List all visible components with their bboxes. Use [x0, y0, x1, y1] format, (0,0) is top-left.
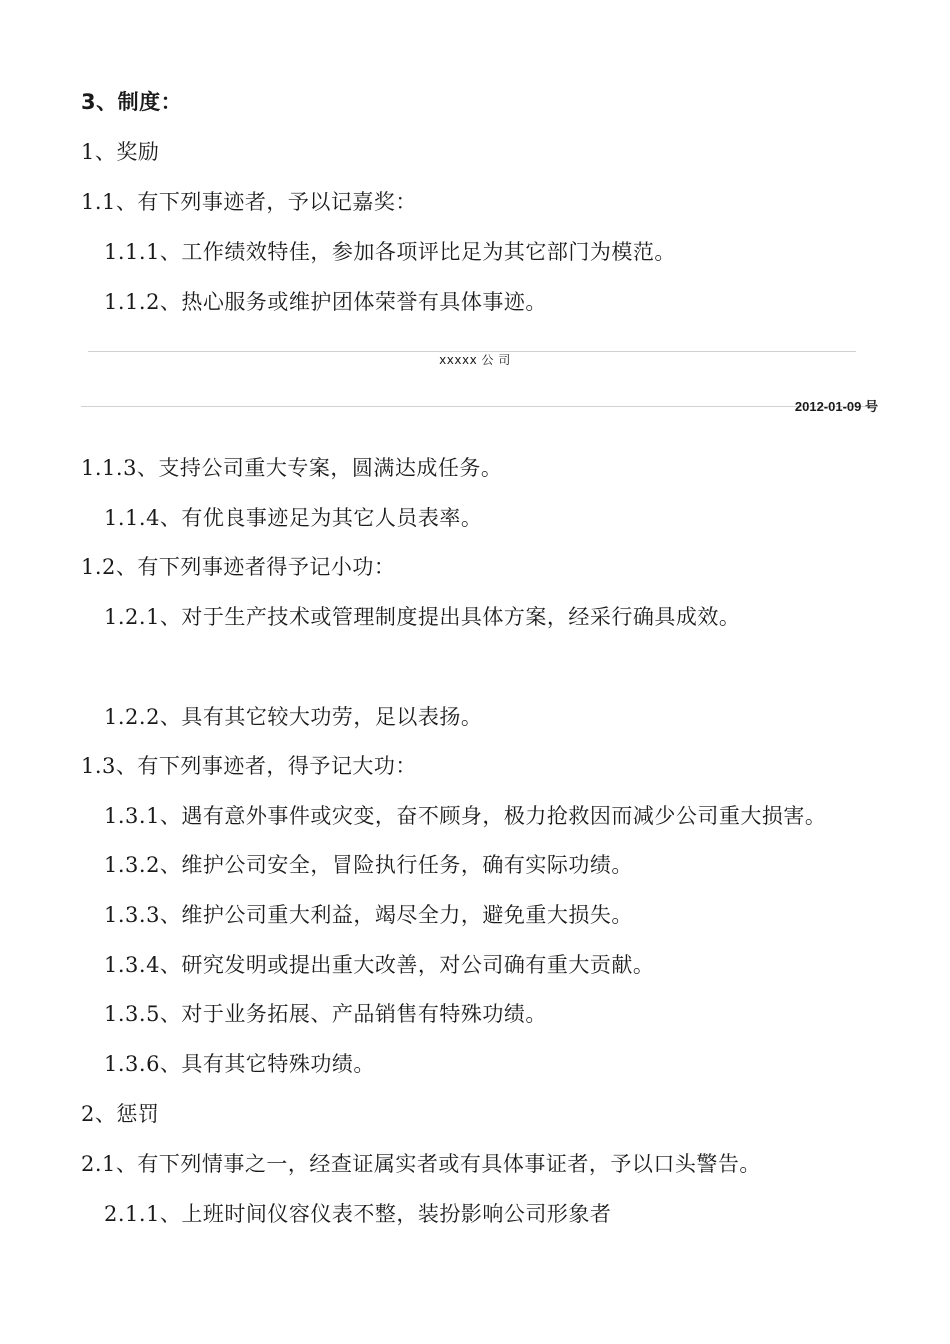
clause-1-3-4: 1.3.4、研究发明或提出重大改善，对公司确有重大贡献。 [104, 953, 655, 977]
clause-1-1-1: 1.1.1、工作绩效特佳，参加各项评比足为其它部门为模范。 [104, 240, 676, 264]
clause-1-1-2: 1.1.2、热心服务或维护团体荣誉有具体事迹。 [104, 290, 547, 314]
clause-1-1-4: 1.1.4、有优良事迹足为其它人员表率。 [104, 506, 483, 530]
clause-1-3: 1.3、有下列事迹者，得予记大功： [81, 754, 417, 778]
clause-2-1: 2.1、有下列情事之一，经查证属实者或有具体事证者，予以口头警告。 [81, 1152, 761, 1176]
clause-1-3-6: 1.3.6、具有其它特殊功绩。 [104, 1052, 375, 1076]
clause-1-3-1: 1.3.1、遇有意外事件或灾变，奋不顾身，极力抢救因而减少公司重大损害。 [104, 804, 827, 828]
section-title: 3、制度： [81, 90, 183, 114]
clause-1-2-2: 1.2.2、具有其它较大功劳，足以表扬。 [104, 705, 483, 729]
clause-1-3-3: 1.3.3、维护公司重大利益，竭尽全力，避免重大损失。 [104, 903, 633, 927]
clause-1-1-3: 1.1.3、支持公司重大专案，圆满达成任务。 [81, 456, 503, 480]
reward-title: 1、奖励 [81, 140, 160, 164]
document-number: 2012-01-09 号 [794, 399, 878, 414]
clause-1-2-1: 1.2.1、对于生产技术或管理制度提出具体方案，经采行确具成效。 [104, 605, 741, 629]
clause-1-2: 1.2、有下列事迹者得予记小功： [81, 555, 396, 579]
clause-1-1: 1.1、有下列事迹者，予以记嘉奖： [81, 190, 417, 214]
clause-1-3-2: 1.3.2、维护公司安全，冒险执行任务，确有实际功绩。 [104, 853, 633, 877]
clause-2-1-1: 2.1.1、上班时间仪容仪表不整，装扮影响公司形象者 [104, 1202, 612, 1226]
company-name: xxxxx 公 司 [439, 353, 511, 367]
clause-1-3-5: 1.3.5、对于业务拓展、产品销售有特殊功绩。 [104, 1002, 547, 1026]
page-break-bottom-rule [81, 406, 878, 407]
punishment-title: 2、惩罚 [81, 1102, 160, 1126]
